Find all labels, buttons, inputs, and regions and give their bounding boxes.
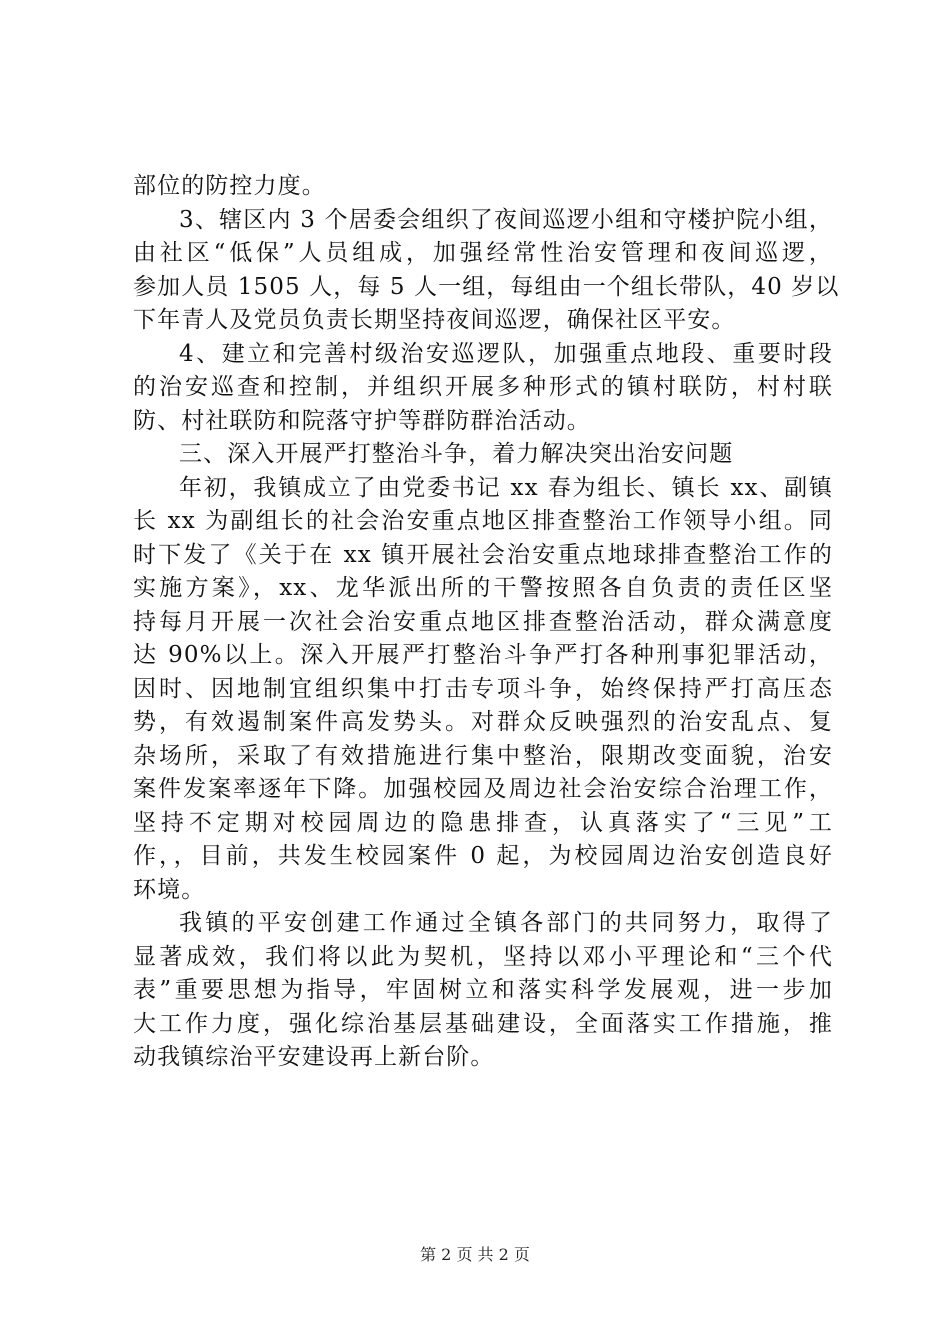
text-line: 参加人员 1505 人，每 5 人一组，每组由一个组长带队，40 岁以	[133, 273, 840, 300]
text-line: 下年青人及党员负责长期坚持夜间巡逻，确保社区平安。	[133, 307, 736, 333]
text-line: 显著成效，我们将以此为契机，坚持以邓小平理论和“三个代	[133, 943, 833, 970]
text-line: 大工作力度，强化综治基层基础建设，全面落实工作措施，推	[133, 1010, 833, 1037]
text-line: 表”重要思想为指导，牢固树立和落实科学发展观，进一步加	[133, 977, 833, 1003]
text-line: 达 90%以上。深入开展严打整治斗争严打各种刑事犯罪活动，	[133, 642, 833, 668]
text-line: 3、辖区内 3 个居委会组织了夜间巡逻小组和守楼护院小组，	[179, 206, 833, 233]
text-line: 4、建立和完善村级治安巡逻队，加强重点地段、重要时段	[179, 340, 833, 367]
text-line: 因时、因地制宜组织集中打击专项斗争，始终保持严打高压态	[133, 675, 833, 702]
text-line: 环境。	[133, 876, 206, 903]
text-line: 防、村社联防和院落守护等群防群治活动。	[133, 407, 591, 434]
text-line: 持每月开展一次社会治安重点地区排查整治活动，群众满意度	[133, 608, 833, 635]
text-line: 时下发了《关于在 xx 镇开展社会治安重点地球排查整治工作的	[133, 541, 833, 568]
text-line: 杂场所，采取了有效措施进行集中整治，限期改变面貌，治安	[133, 742, 833, 769]
text-line: 长 xx 为副组长的社会治安重点地区排查整治工作领导小组。同	[133, 508, 833, 534]
text-line: 年初，我镇成立了由党委书记 xx 春为组长、镇长 xx、副镇	[179, 474, 833, 501]
text-line: 实施方案》，xx、龙华派出所的干警按照各自负责的责任区坚	[133, 575, 833, 601]
text-line: 由社区“低保”人员组成，加强经常性治安管理和夜间巡逻，	[133, 240, 833, 266]
text-line: 我镇的平安创建工作通过全镇各部门的共同努力，取得了	[179, 910, 833, 936]
text-line: 的治安巡查和控制，并组织开展多种形式的镇村联防，村村联	[133, 374, 833, 400]
text-line: 案件发案率逐年下降。加强校园及周边社会治安综合治理工作，	[133, 776, 833, 802]
text-line: 势，有效遏制案件高发势头。对群众反映强烈的治安乱点、复	[133, 709, 833, 735]
text-line: 三、深入开展严打整治斗争，着力解决突出治安问题	[179, 441, 734, 467]
text-line: 坚持不定期对校园周边的隐患排查，认真落实了“三见”工	[133, 809, 833, 836]
page-footer: 第 2 页 共 2 页	[420, 1245, 530, 1264]
text-line: 动我镇综治平安建设再上新台阶。	[133, 1044, 495, 1070]
document-body	[133, 170, 840, 1075]
text-line: 作，，目前，共发生校园案件 0 起，为校园周边治安创造良好	[133, 843, 833, 869]
text-line: 部位的防控力度。	[133, 173, 326, 199]
